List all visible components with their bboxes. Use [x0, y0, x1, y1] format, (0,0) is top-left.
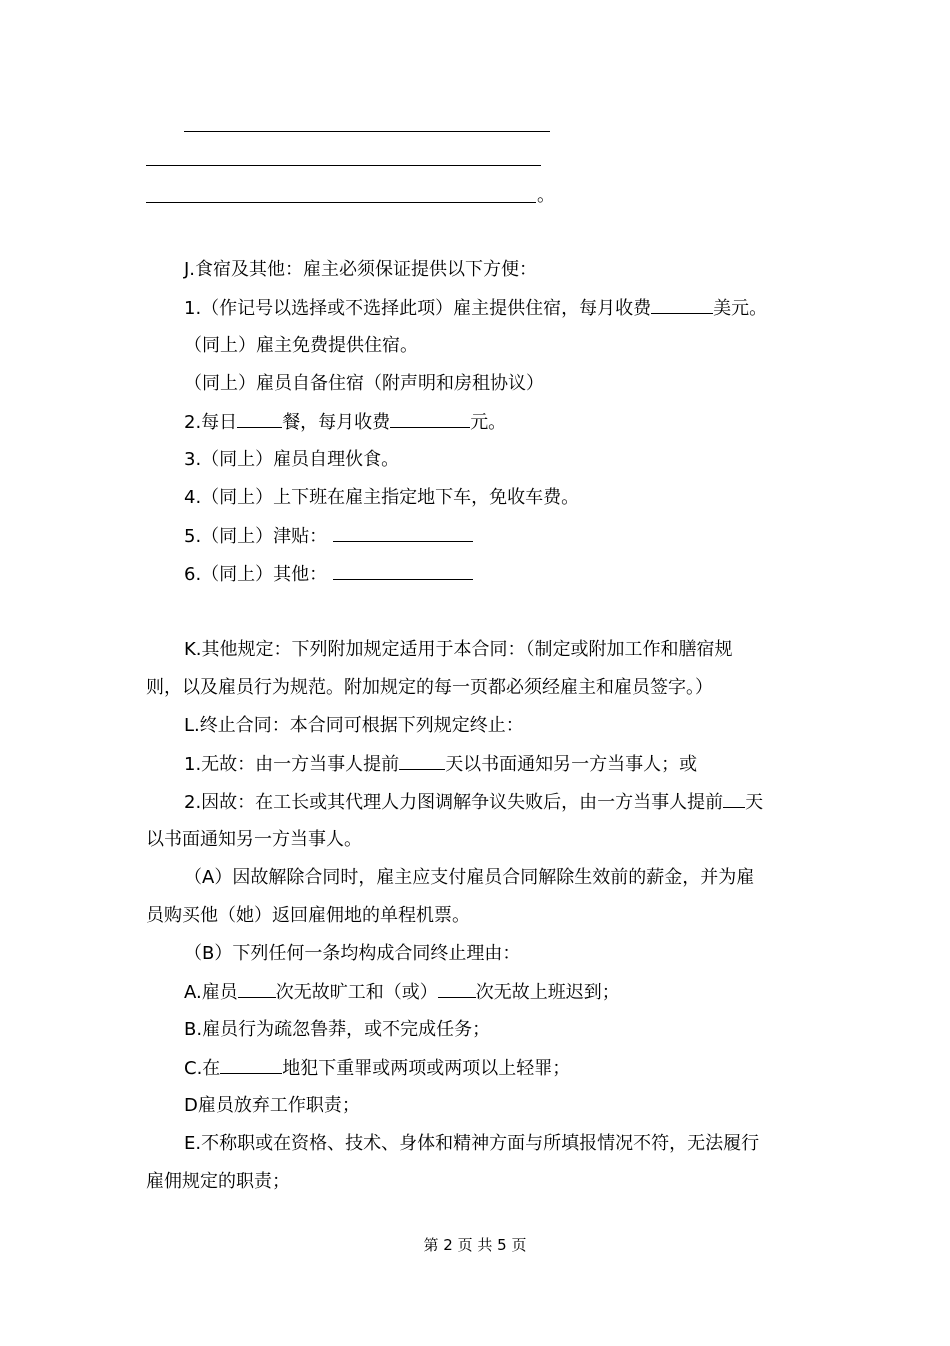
- item-text: 餐，每月收费: [282, 412, 391, 433]
- item-text: 次无故旷工和（或）: [275, 982, 438, 1003]
- section-l-item-2: [184, 790, 810, 815]
- fill-blank: [723, 790, 745, 808]
- blank-line-3: [146, 202, 536, 203]
- section-j-option-self-lodging: （同上）雇员自备住宿（附声明和房租协议）: [184, 373, 544, 394]
- item-text: 美元。: [713, 298, 768, 319]
- section-k-line-1: K.其他规定：下列附加规定适用于本合同：（制定或附加工作和膳宿规: [184, 639, 733, 660]
- item-text: 地犯下重罪或两项或两项以上轻罪；: [282, 1058, 571, 1079]
- fill-blank: [333, 524, 473, 542]
- section-k-line-2: 则，以及雇员行为规范。附加规定的每一页都必须经雇主和雇员签字。）: [146, 677, 713, 698]
- section-l-item-1: [184, 752, 810, 777]
- fill-blank: [220, 1056, 282, 1074]
- section-j-option-free-lodging: （同上）雇主免费提供住宿。: [184, 335, 418, 356]
- reason-e-line-1: E.不称职或在资格、技术、身体和精神方面与所填报情况不符，无法履行: [184, 1133, 760, 1154]
- item-text: C.在: [184, 1058, 221, 1079]
- fill-blank: [438, 980, 476, 998]
- blank-line-2: [146, 165, 541, 166]
- item-text: 6.（同上）其他：: [184, 564, 328, 585]
- item-text: 5.（同上）津贴：: [184, 526, 328, 547]
- fill-blank: [651, 296, 713, 314]
- section-j-item-5: [184, 524, 810, 549]
- section-j-item-1: [184, 296, 810, 321]
- page-footer: 第 2 页 共 5 页: [423, 1236, 527, 1254]
- section-j-item-3: 3.（同上）雇员自理伙食。: [184, 449, 400, 470]
- section-l-heading: L.终止合同：本合同可根据下列规定终止：: [184, 715, 524, 736]
- fill-blank: [333, 562, 473, 580]
- blank-line-1: [184, 131, 550, 132]
- item-text: 元。: [470, 412, 507, 433]
- reason-d: D雇员放弃工作职责；: [184, 1095, 360, 1116]
- reason-e-line-2: 雇佣规定的职责；: [146, 1171, 290, 1192]
- fill-blank: [237, 410, 282, 428]
- item-text: 2.因故：在工长或其代理人力图调解争议失败后，由一方当事人提前: [184, 792, 724, 813]
- section-j-item-4: 4.（同上）上下班在雇主指定地下车，免收车费。: [184, 487, 580, 508]
- section-l-a-line-2: 员购买他（她）返回雇佣地的单程机票。: [146, 905, 470, 926]
- section-l-a-line-1: （A）因故解除合同时，雇主应支付雇员合同解除生效前的薪金，并为雇: [184, 867, 755, 888]
- fill-blank: [238, 980, 276, 998]
- item-text: 次无故上班迟到；: [475, 982, 620, 1003]
- blank-end-mark: 。: [537, 185, 555, 206]
- section-l-item-2-cont: 以书面通知另一方当事人。: [146, 829, 362, 850]
- item-text: 1.（作记号以选择或不选择此项）雇主提供住宿，每月收费: [184, 298, 652, 319]
- item-text: 天: [745, 792, 764, 813]
- reason-a: [184, 980, 810, 1005]
- item-text: 2.每日: [184, 412, 238, 433]
- fill-blank: [399, 752, 445, 770]
- fill-blank: [390, 410, 470, 428]
- reason-b: B.雇员行为疏忽鲁莽，或不完成任务；: [184, 1019, 491, 1040]
- section-j-heading: J.食宿及其他：雇主必须保证提供以下方便：: [184, 259, 538, 280]
- section-j-item-2: [184, 410, 810, 435]
- reason-c: [184, 1056, 810, 1081]
- item-text: 天以书面通知另一方当事人；或: [445, 754, 698, 775]
- item-text: 1.无故：由一方当事人提前: [184, 754, 400, 775]
- section-l-b-heading: （B）下列任何一条均构成合同终止理由：: [184, 943, 521, 964]
- item-text: A.雇员: [184, 982, 238, 1003]
- section-j-item-6: [184, 562, 810, 587]
